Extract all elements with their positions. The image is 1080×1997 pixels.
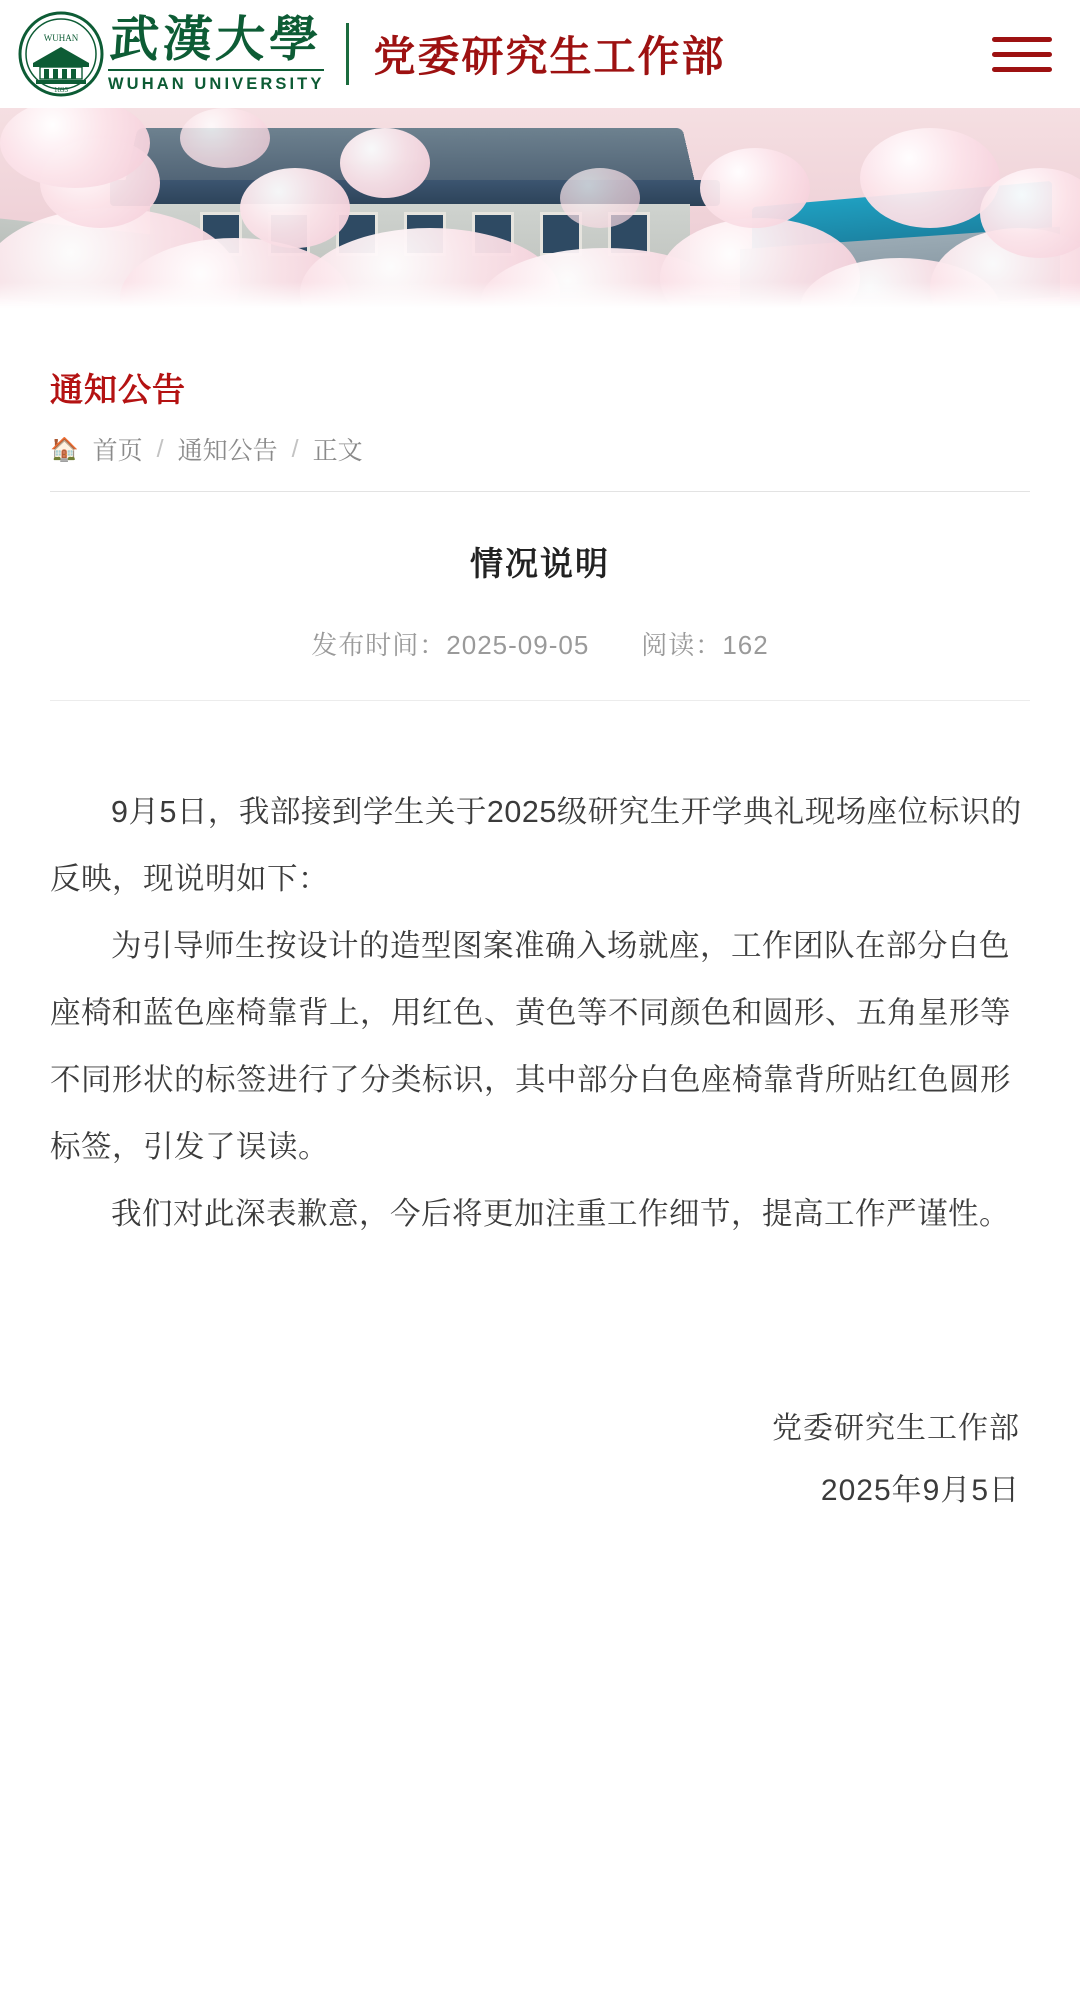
svg-text:WUHAN: WUHAN [43, 33, 79, 43]
view-count [641, 625, 768, 662]
breadcrumb-separator: / [156, 434, 164, 463]
site-logo[interactable] [18, 11, 324, 97]
wuhan-university-crest-icon [18, 11, 104, 97]
wordmark-en: WUHAN UNIVERSITY [108, 69, 324, 94]
article-signature [50, 1398, 1030, 1522]
page-title: 通知公告 [50, 371, 186, 408]
hero-fade [0, 282, 1080, 308]
hero-banner [0, 108, 1080, 308]
site-header [0, 0, 1080, 108]
signature-date: 2025年9月5日 [820, 1474, 1020, 1507]
article-paragraph: 9月5日，我部接到学生关于2025级研究生开学典礼现场座位标识的反映，现说明如下： [50, 795, 1022, 896]
cherry-blossoms [0, 108, 1080, 308]
svg-text:1893: 1893 [54, 86, 68, 94]
breadcrumb-separator: / [291, 434, 299, 463]
menu-bar-2 [992, 52, 1052, 57]
wordmark [108, 11, 325, 94]
header-divider [346, 23, 349, 85]
breadcrumb-item-current: 正文 [312, 437, 363, 465]
view-count-label: 阅读： [641, 630, 723, 660]
hamburger-menu-icon[interactable] [992, 27, 1052, 81]
main-content [0, 364, 1080, 1522]
wordmark-cn: 武漢大學 [108, 11, 325, 67]
publish-time-label: 发布时间： [311, 630, 447, 660]
article-meta [50, 625, 1030, 701]
breadcrumb-item-notices[interactable]: 通知公告 [177, 437, 278, 465]
home-icon: 🏠 [50, 435, 79, 462]
article-paragraph: 为引导师生按设计的造型图案准确入场就座，工作团队在部分白色座椅和蓝色座椅靠背上，用红色、黄色等不同颜色和圆形、五角星形等不同形状的标签进行了分类标识，其中部分白色座椅靠背所贴红色圆形标签，引发了误读。 [50, 929, 1011, 1164]
menu-bar-1 [992, 37, 1052, 42]
view-count-value: 162 [722, 630, 769, 660]
breadcrumb-item-home[interactable]: 首页 [92, 437, 143, 465]
article-body [50, 779, 1030, 1248]
menu-bar-3 [992, 67, 1052, 72]
publish-time-value: 2025-09-05 [446, 630, 590, 660]
article-title: 情况说明 [470, 545, 610, 582]
article-paragraph: 我们对此深表歉意，今后将更加注重工作细节，提高工作严谨性。 [111, 1197, 1010, 1231]
breadcrumb [50, 431, 1030, 492]
signature-org: 党委研究生工作部 [772, 1412, 1020, 1445]
publish-time [311, 625, 589, 662]
department-title: 党委研究生工作部 [373, 35, 726, 81]
